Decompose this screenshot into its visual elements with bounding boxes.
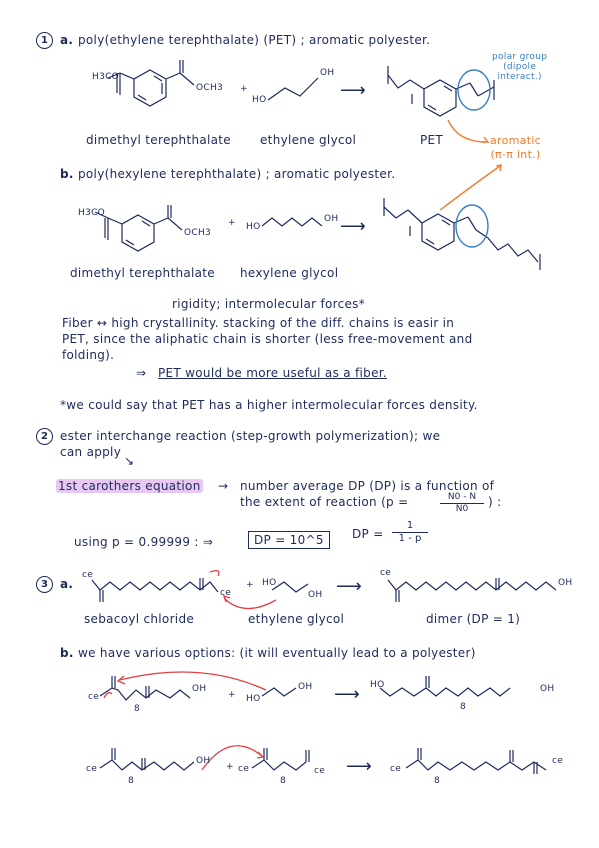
fiber-line-2: PET, since the aliphatic chain is shorter (less free-movement and <box>62 332 473 346</box>
part-3a-letter: a. <box>60 577 74 591</box>
p-fraction-denominator: N0 <box>455 504 469 514</box>
eg3-oh-label: OH <box>308 590 323 600</box>
arrow-right-icon: → <box>218 479 229 493</box>
using-p-value: using p = 0.99999 : ⇒ <box>74 535 214 549</box>
row1-product-oh: OH <box>540 684 555 694</box>
row1-ce: ce <box>88 692 100 702</box>
s2-line-1: ester interchange reaction (step-growth polymerization); we <box>60 429 441 443</box>
section-2-number: 2 <box>36 428 53 445</box>
eg-ho-label: HO <box>252 95 267 105</box>
row1-plus: + <box>228 690 236 700</box>
name-dimethyl-terephthalate-2: dimethyl terephthalate <box>70 266 215 280</box>
reaction-arrow-3: ⟶ <box>336 576 363 597</box>
section-3-number: 3 <box>36 576 53 593</box>
hg-ho-label: HO <box>246 222 261 232</box>
eg-oh-label: OH <box>320 68 335 78</box>
plus-sign-3: + <box>246 580 254 590</box>
sc-ce-right: ce <box>220 588 232 598</box>
name-dimethyl-terephthalate: dimethyl terephthalate <box>86 133 231 147</box>
name-sebacoyl-chloride: sebacoyl chloride <box>84 612 195 626</box>
plus-sign-2: + <box>228 218 236 228</box>
part-a-letter: a. <box>60 33 74 47</box>
s2-line-2: can apply <box>60 445 122 459</box>
p-fraction <box>440 492 484 514</box>
dp-equation: DP = <box>352 527 384 541</box>
row2-product-ce: ce <box>390 764 402 774</box>
dp-definition-1: number average DP (DP) is a function of <box>240 479 495 493</box>
dmt-och3-label: OCH3 <box>196 83 224 93</box>
row1-oh: OH <box>192 684 207 694</box>
hg-oh-label: OH <box>324 214 339 224</box>
reaction-arrow-5: ⟶ <box>346 756 373 777</box>
row2-oh: OH <box>196 756 211 766</box>
polar-group-note: polar group (dipole interact.) <box>492 52 548 82</box>
dmt-h3co-label: H3CO <box>92 72 120 82</box>
footnote: *we could say that PET has a higher intermolecular forces density. <box>60 398 478 412</box>
part-3b-title: we have various options: (it will eventually lead to a polyester) <box>78 646 476 660</box>
conclusion-arrow-icon: ⇒ <box>136 366 147 380</box>
row2-ce-3: ce <box>314 766 326 776</box>
row2-ce: ce <box>86 764 98 774</box>
pet-heading: poly(ethylene terephthalate) (PET) ; aromatic polyester. <box>78 33 431 47</box>
row2-sub8-2: 8 <box>280 776 287 786</box>
dimer-oh: OH <box>558 578 573 588</box>
reaction-arrow-2: ⟶ <box>340 216 367 237</box>
name-hexylene-glycol: hexylene glycol <box>240 266 339 280</box>
aromatic-note: aromatic (π-π int.) <box>490 134 542 161</box>
dp-result-box: DP = 10^5 <box>248 531 330 549</box>
pht-heading: poly(hexylene terephthalate) ; aromatic polyester. <box>78 167 396 181</box>
dmt2-och3-label: OCH3 <box>184 228 212 238</box>
dmt2-h3co-label: H3CO <box>78 208 106 218</box>
name-dimer: dimer (DP = 1) <box>426 612 521 626</box>
row1-oh-2: OH <box>298 682 313 692</box>
row2-ce-2: ce <box>238 764 250 774</box>
reaction-arrow-4: ⟶ <box>334 684 361 705</box>
conclusion-text: PET would be more useful as a fiber. <box>158 366 388 380</box>
row1-sub8: 8 <box>134 704 141 714</box>
eg3-ho-label: HO <box>262 578 277 588</box>
reaction-arrow: ⟶ <box>340 80 367 101</box>
row2-sub8: 8 <box>128 776 135 786</box>
dimer-ce: ce <box>380 568 392 578</box>
fiber-line-3: folding). <box>62 348 115 362</box>
row2-plus: + <box>226 762 234 772</box>
dp-definition-2-end: ) : <box>488 495 502 509</box>
section-1-number: 1 <box>36 32 53 49</box>
fiber-line-1: Fiber ↔ high crystallinity. stacking of the diff. chains is easir in <box>62 316 455 330</box>
row1-product-sub8: 8 <box>460 702 467 712</box>
dp-fraction-denominator: 1 - p <box>398 533 422 544</box>
sc-ce-left: ce <box>82 570 94 580</box>
curved-arrow-icon: ↘ <box>124 454 135 468</box>
part-3b-letter: b. <box>60 646 74 660</box>
row1-product-ho: HO <box>370 680 385 690</box>
carothers-highlight: 1st carothers equation <box>58 479 201 493</box>
name-pet: PET <box>420 133 444 147</box>
rigidity-note: rigidity; intermolecular forces* <box>172 297 366 311</box>
dp-definition-2: the extent of reaction (p = <box>240 495 409 509</box>
plus-sign: + <box>240 84 248 94</box>
p-fraction-numerator: N0 - N <box>447 492 477 502</box>
row1-ho: HO <box>246 694 261 704</box>
name-ethylene-glycol: ethylene glycol <box>260 133 357 147</box>
name-ethylene-glycol-3: ethylene glycol <box>248 612 345 626</box>
dp-fraction-numerator: 1 <box>406 520 414 531</box>
part-b-letter: b. <box>60 167 74 181</box>
dp-fraction <box>392 520 428 544</box>
row2-product-ce-2: ce <box>552 756 564 766</box>
row2-product-sub8: 8 <box>434 776 441 786</box>
